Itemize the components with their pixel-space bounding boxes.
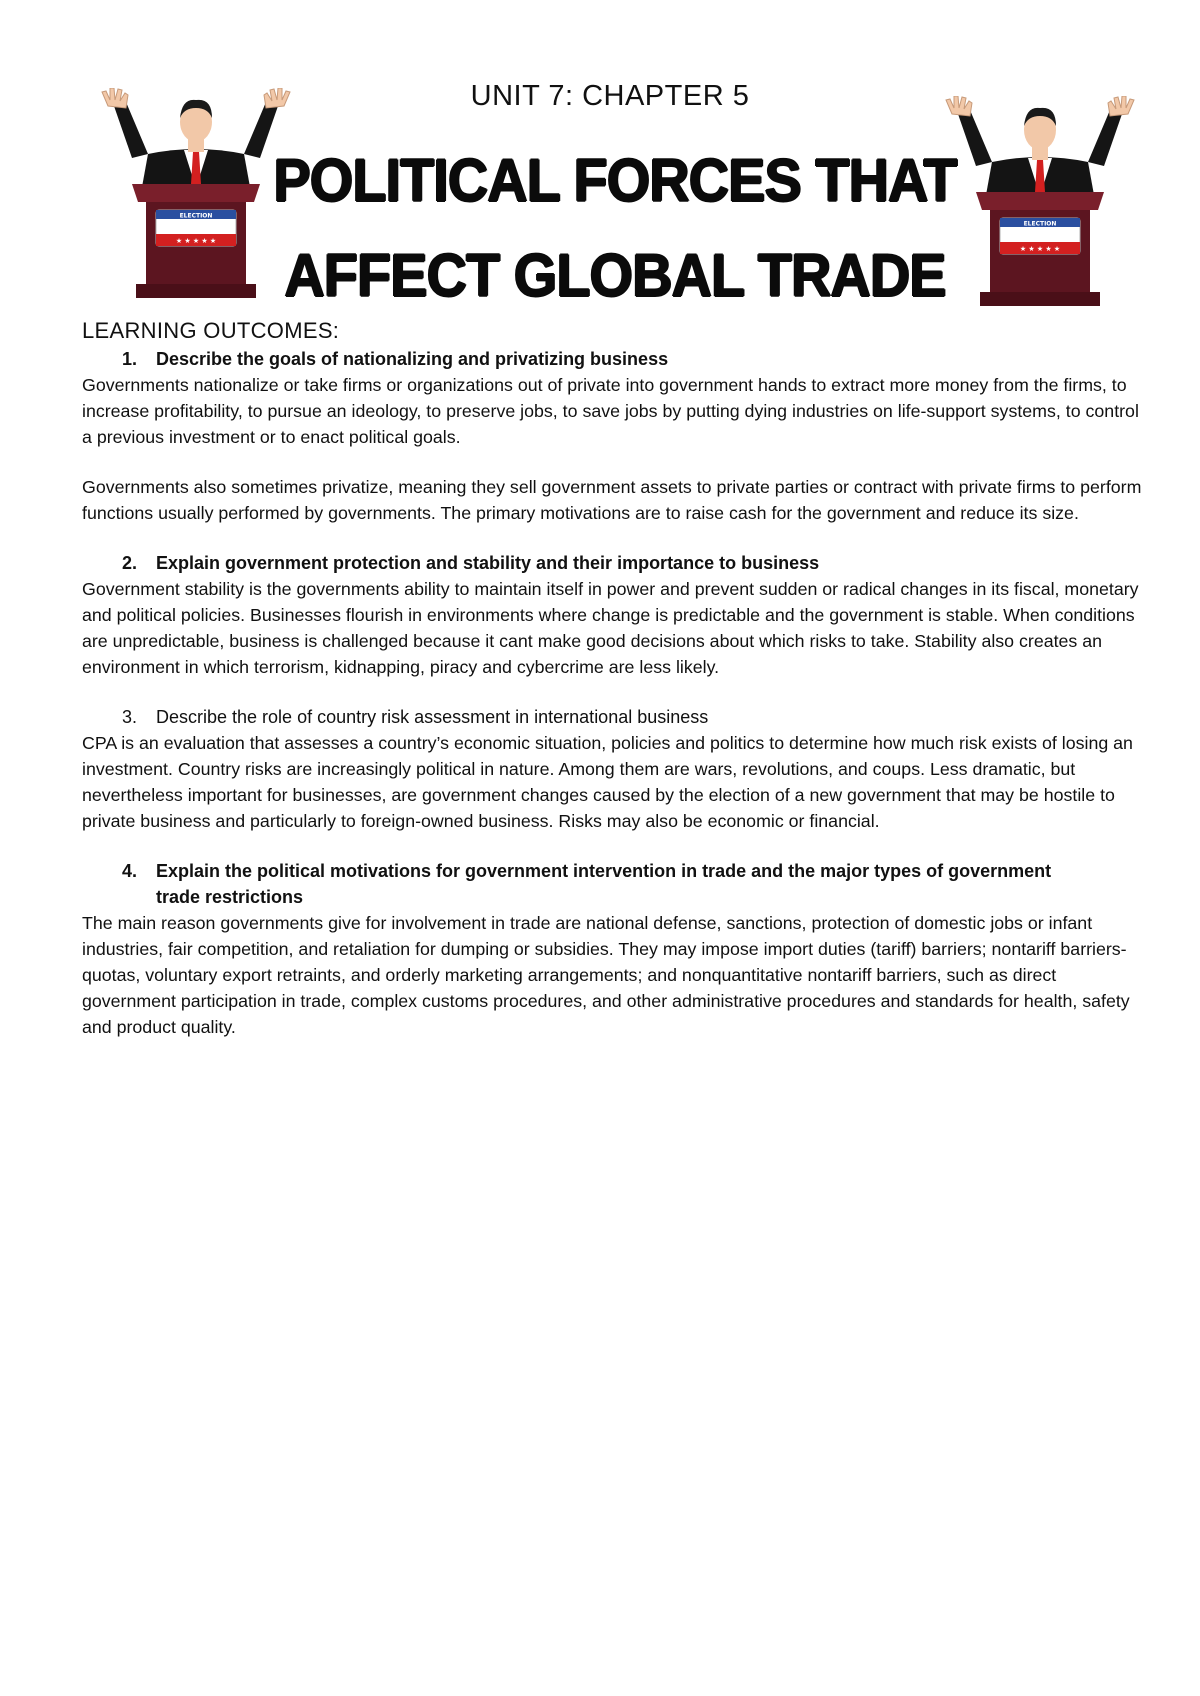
outcome-2-paragraph-1: Government stability is the governments ability to maintain itself in power and prevent sudden or radical changes in its fiscal, monetary and political policies. Businesses flourish in environments where change is predictable and the government is stable. When conditions are unpredictable, business is challenged because it cant make good decisions about which risks to take. Stability also creates an environment in which terrorism, kidnapping, piracy and cybercrime are less likely. bbox=[82, 579, 1139, 677]
title-line-1: POLITICAL FORCES THAT bbox=[273, 145, 957, 214]
outcome-1-paragraph-2: Governments also sometimes privatize, meaning they sell government assets to private parties or contract with private firms to perform functions usually performed by governments. The primary motivations are to raise cash for the government and reduce its size. bbox=[82, 477, 1142, 523]
outcome-number: 1. bbox=[122, 349, 138, 369]
learning-outcomes-section bbox=[82, 318, 1142, 1040]
outcome-number: 4. bbox=[122, 861, 138, 881]
outcome-title: Explain government protection and stability and their importance to business bbox=[156, 553, 820, 573]
outcome-4-heading bbox=[82, 858, 1142, 910]
outcome-1-heading bbox=[82, 346, 1142, 372]
politician-podium-illustration-right bbox=[940, 96, 1140, 306]
outcome-title: Describe the role of country risk assessment in international business bbox=[156, 707, 709, 727]
outcome-1-paragraph-1: Governments nationalize or take firms or organizations out of private into government hands to extract more money from the firms, to increase profitability, to pursue an ideology, to preserve jobs, to save jobs by putting dying industries on life-support systems, to control a previous investment or to enact political goals. bbox=[82, 375, 1139, 447]
title-line-2: AFFECT GLOBAL TRADE bbox=[284, 240, 946, 309]
podium-sign-text: ELECTION bbox=[179, 212, 213, 220]
svg-text:★ ★ ★ ★ ★: ★ ★ ★ ★ ★ bbox=[175, 237, 217, 245]
politician-podium-illustration-left bbox=[96, 88, 296, 298]
podium-sign-text: ELECTION bbox=[1023, 220, 1057, 228]
learning-outcomes-heading: LEARNING OUTCOMES: bbox=[82, 318, 340, 343]
outcome-3-paragraph-1: CPA is an evaluation that assesses a country’s economic situation, policies and politics to determine how much risk exists of losing an investment. Country risks are increasingly political in nature. Among them are wars, revolutions, and coups. Less dramatic, but nevertheless important for businesses, are government changes caused by the election of a new government that may be hostile to private business and particularly to foreign-owned business. Risks may also be economic or financial. bbox=[82, 733, 1133, 831]
svg-text:★ ★ ★ ★ ★: ★ ★ ★ ★ ★ bbox=[1019, 245, 1061, 253]
page-title bbox=[270, 133, 960, 323]
outcome-title: Explain the political motivations for government intervention in trade and the major types of government trade restrictions bbox=[156, 861, 1052, 907]
outcome-4-paragraph-1: The main reason governments give for involvement in trade are national defense, sanctions, protection of domestic jobs or infant industries, fair competition, and retaliation for dumping or subsidies. They may impose import duties (tariff) barriers; nontariff barriers- quotas, voluntary export retraints, and orderly marketing arrangements; and nonquantitative nontariff barriers, such as direct government participation in trade, complex customs procedures, and other administrative procedures and standards for health, safety and product quality. bbox=[82, 913, 1130, 1037]
outcome-number: 2. bbox=[122, 553, 138, 573]
unit-chapter-label: UNIT 7: CHAPTER 5 bbox=[470, 80, 750, 112]
outcome-2-heading bbox=[82, 550, 1142, 576]
outcome-number: 3. bbox=[122, 707, 138, 727]
outcome-title: Describe the goals of nationalizing and privatizing business bbox=[156, 349, 669, 369]
outcome-3-heading bbox=[82, 704, 1142, 730]
